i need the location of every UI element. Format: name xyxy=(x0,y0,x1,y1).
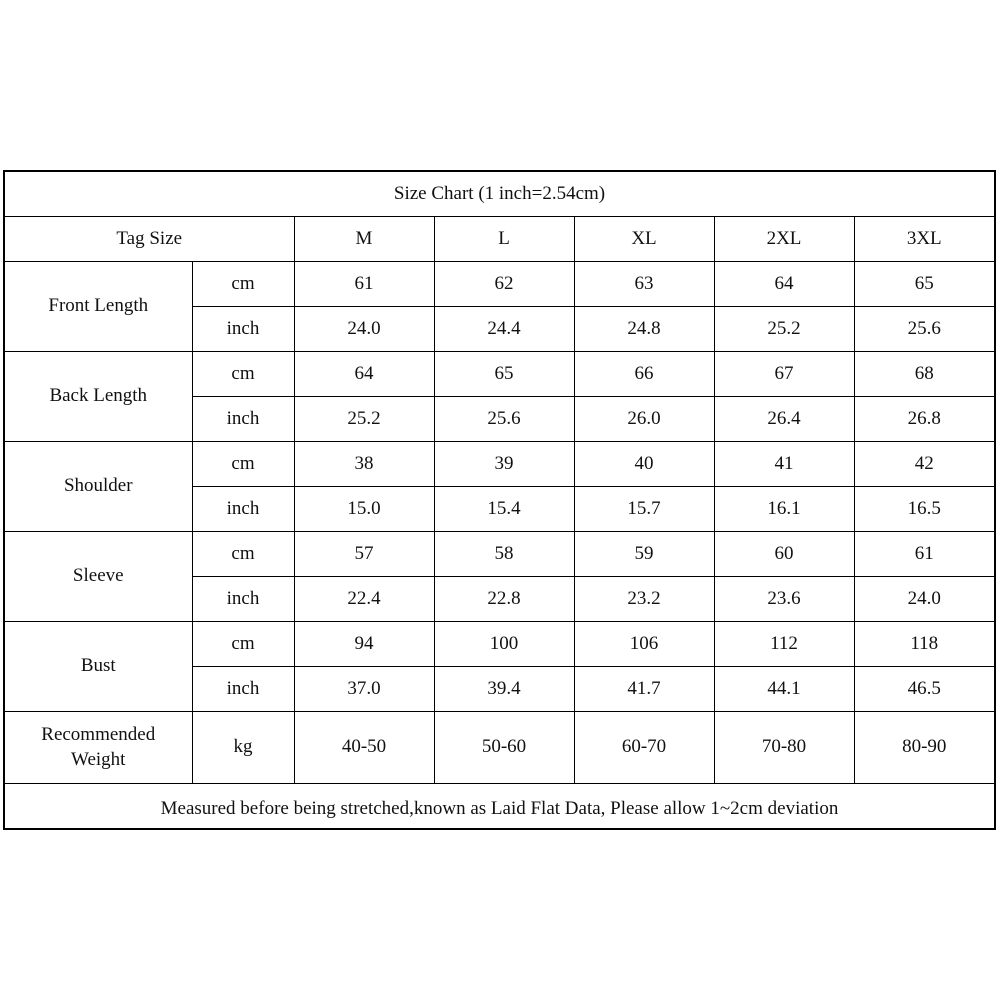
weight-label-line1: Recommended xyxy=(41,723,156,745)
value-cell: 26.8 xyxy=(854,397,994,442)
value-cell: 25.2 xyxy=(294,397,434,442)
value-cell: 25.6 xyxy=(434,397,574,442)
value-cell: 118 xyxy=(854,622,994,667)
size-header-2xl: 2XL xyxy=(714,217,854,262)
value-cell: 39 xyxy=(434,442,574,487)
weight-label xyxy=(5,712,192,784)
value-cell: 16.1 xyxy=(714,487,854,532)
size-header-xl: XL xyxy=(574,217,714,262)
tag-size-label: Tag Size xyxy=(5,217,294,262)
value-cell: 58 xyxy=(434,532,574,577)
unit-cell: cm xyxy=(192,352,294,397)
note-row xyxy=(5,784,994,836)
weight-label-line2: Weight xyxy=(71,748,126,770)
unit-cell: inch xyxy=(192,667,294,712)
value-cell: 65 xyxy=(854,262,994,307)
measurement-label: Back Length xyxy=(5,352,192,442)
value-cell: 65 xyxy=(434,352,574,397)
measurement-label: Bust xyxy=(5,622,192,712)
value-cell: 67 xyxy=(714,352,854,397)
chart-title: Size Chart (1 inch=2.54cm) xyxy=(5,172,994,217)
measurement-label: Shoulder xyxy=(5,442,192,532)
unit-cell: cm xyxy=(192,262,294,307)
value-cell: 40-50 xyxy=(294,712,434,784)
value-cell: 16.5 xyxy=(854,487,994,532)
size-chart-table xyxy=(5,172,994,835)
unit-cell: kg xyxy=(192,712,294,784)
value-cell: 57 xyxy=(294,532,434,577)
value-cell: 40 xyxy=(574,442,714,487)
table-row xyxy=(5,262,994,307)
unit-cell: inch xyxy=(192,307,294,352)
table-row xyxy=(5,442,994,487)
value-cell: 15.4 xyxy=(434,487,574,532)
value-cell: 39.4 xyxy=(434,667,574,712)
header-row xyxy=(5,217,994,262)
unit-cell: inch xyxy=(192,487,294,532)
value-cell: 37.0 xyxy=(294,667,434,712)
value-cell: 61 xyxy=(294,262,434,307)
value-cell: 24.8 xyxy=(574,307,714,352)
measurement-note: Measured before being stretched,known as Laid Flat Data, Please allow 1~2cm deviation xyxy=(5,784,994,836)
value-cell: 25.6 xyxy=(854,307,994,352)
table-row xyxy=(5,532,994,577)
value-cell: 44.1 xyxy=(714,667,854,712)
value-cell: 64 xyxy=(714,262,854,307)
weight-row xyxy=(5,712,994,784)
value-cell: 46.5 xyxy=(854,667,994,712)
unit-cell: inch xyxy=(192,397,294,442)
value-cell: 100 xyxy=(434,622,574,667)
size-header-l: L xyxy=(434,217,574,262)
value-cell: 68 xyxy=(854,352,994,397)
value-cell: 15.0 xyxy=(294,487,434,532)
value-cell: 15.7 xyxy=(574,487,714,532)
value-cell: 22.4 xyxy=(294,577,434,622)
value-cell: 70-80 xyxy=(714,712,854,784)
value-cell: 38 xyxy=(294,442,434,487)
value-cell: 41 xyxy=(714,442,854,487)
value-cell: 26.4 xyxy=(714,397,854,442)
value-cell: 61 xyxy=(854,532,994,577)
size-chart xyxy=(3,170,996,830)
unit-cell: cm xyxy=(192,622,294,667)
measurement-label: Sleeve xyxy=(5,532,192,622)
table-row xyxy=(5,352,994,397)
size-header-m: M xyxy=(294,217,434,262)
unit-cell: cm xyxy=(192,442,294,487)
value-cell: 62 xyxy=(434,262,574,307)
title-row xyxy=(5,172,994,217)
unit-cell: cm xyxy=(192,532,294,577)
value-cell: 22.8 xyxy=(434,577,574,622)
unit-cell: inch xyxy=(192,577,294,622)
value-cell: 59 xyxy=(574,532,714,577)
value-cell: 64 xyxy=(294,352,434,397)
value-cell: 106 xyxy=(574,622,714,667)
table-row xyxy=(5,622,994,667)
value-cell: 41.7 xyxy=(574,667,714,712)
value-cell: 42 xyxy=(854,442,994,487)
value-cell: 24.4 xyxy=(434,307,574,352)
value-cell: 80-90 xyxy=(854,712,994,784)
value-cell: 23.6 xyxy=(714,577,854,622)
value-cell: 60 xyxy=(714,532,854,577)
measurement-label: Front Length xyxy=(5,262,192,352)
value-cell: 24.0 xyxy=(854,577,994,622)
value-cell: 63 xyxy=(574,262,714,307)
value-cell: 24.0 xyxy=(294,307,434,352)
value-cell: 25.2 xyxy=(714,307,854,352)
value-cell: 94 xyxy=(294,622,434,667)
value-cell: 23.2 xyxy=(574,577,714,622)
value-cell: 50-60 xyxy=(434,712,574,784)
value-cell: 66 xyxy=(574,352,714,397)
value-cell: 112 xyxy=(714,622,854,667)
value-cell: 26.0 xyxy=(574,397,714,442)
value-cell: 60-70 xyxy=(574,712,714,784)
size-header-3xl: 3XL xyxy=(854,217,994,262)
